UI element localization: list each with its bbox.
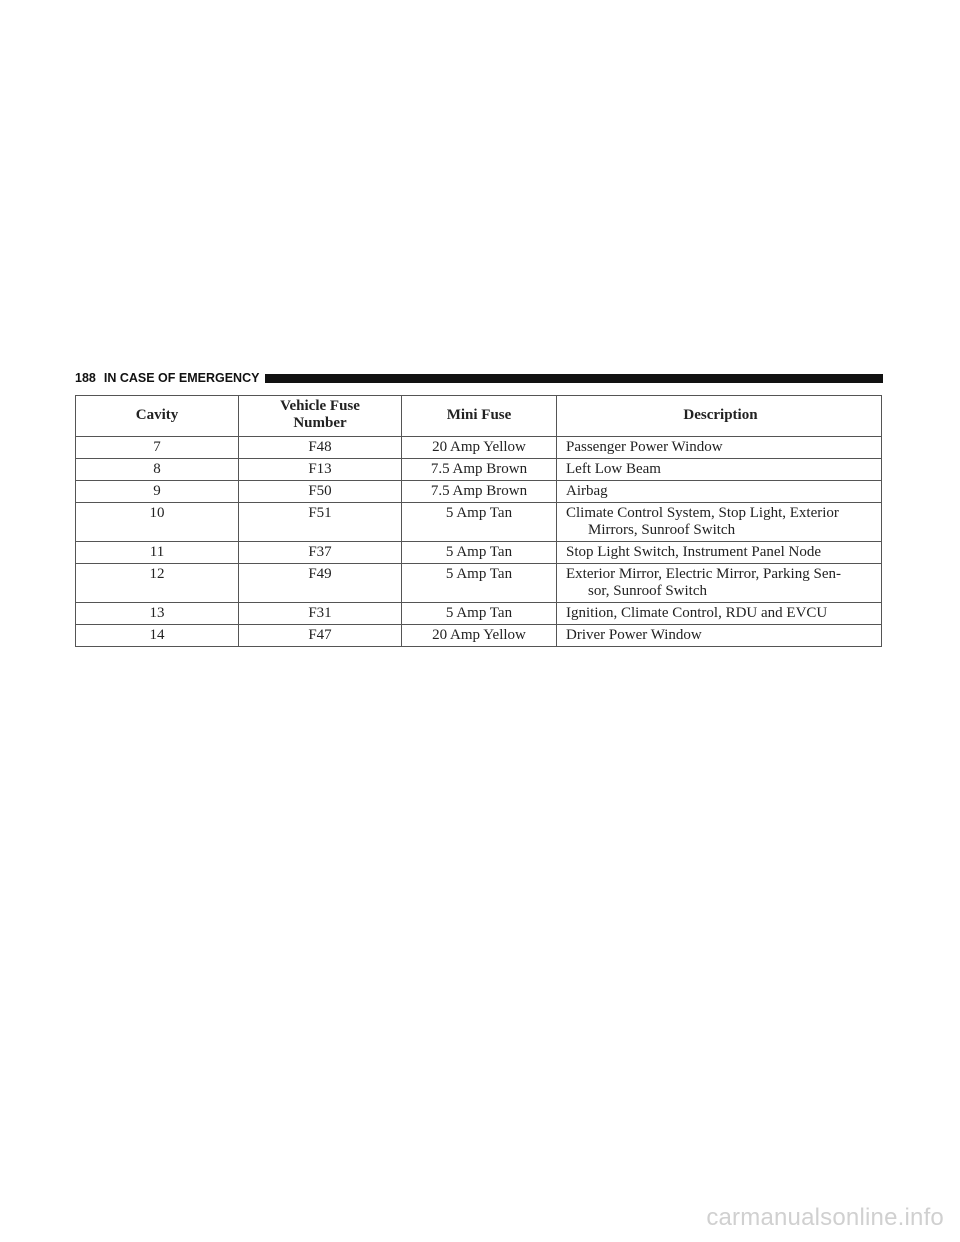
section-title: IN CASE OF EMERGENCY (103, 371, 260, 385)
fuse-table (75, 395, 882, 647)
cell-vehicle-fuse: F37 (239, 542, 402, 564)
table-row (76, 481, 882, 503)
description-continuation: Mirrors, Sunroof Switch (588, 522, 736, 538)
description-line: Stop Light Switch, Instrument Panel Node (566, 544, 821, 560)
table-row (76, 564, 882, 603)
cell-cavity: 8 (76, 459, 239, 481)
cell-description (557, 503, 882, 542)
cell-mini-fuse: 20 Amp Yellow (402, 625, 557, 647)
cell-vehicle-fuse: F49 (239, 564, 402, 603)
table-row (76, 437, 882, 459)
cell-mini-fuse: 5 Amp Tan (402, 603, 557, 625)
column-header-mini-fuse: Mini Fuse (402, 396, 557, 437)
cell-vehicle-fuse: F31 (239, 603, 402, 625)
cell-mini-fuse: 5 Amp Tan (402, 564, 557, 603)
cell-mini-fuse: 7.5 Amp Brown (402, 481, 557, 503)
description-line: Exterior Mirror, Electric Mirror, Parking Sen- (566, 566, 841, 582)
cell-description (557, 481, 882, 503)
cell-vehicle-fuse: F47 (239, 625, 402, 647)
table-row (76, 503, 882, 542)
table-row (76, 625, 882, 647)
column-header-vehicle-fuse-line2: Number (293, 415, 347, 431)
header-rule (265, 374, 883, 383)
page-number: 188 (75, 371, 96, 385)
cell-cavity: 10 (76, 503, 239, 542)
cell-mini-fuse: 7.5 Amp Brown (402, 459, 557, 481)
cell-mini-fuse: 5 Amp Tan (402, 503, 557, 542)
cell-description (557, 542, 882, 564)
table-header-row (76, 396, 882, 437)
description-line: Airbag (566, 483, 608, 499)
cell-mini-fuse: 5 Amp Tan (402, 542, 557, 564)
column-header-description: Description (557, 396, 882, 437)
cell-mini-fuse: 20 Amp Yellow (402, 437, 557, 459)
description-line: Ignition, Climate Control, RDU and EVCU (566, 605, 828, 621)
cell-cavity: 12 (76, 564, 239, 603)
cell-vehicle-fuse: F48 (239, 437, 402, 459)
cell-vehicle-fuse: F13 (239, 459, 402, 481)
cell-cavity: 7 (76, 437, 239, 459)
cell-cavity: 14 (76, 625, 239, 647)
cell-cavity: 9 (76, 481, 239, 503)
column-header-vehicle-fuse-number (239, 396, 402, 437)
table-row (76, 459, 882, 481)
cell-description (557, 437, 882, 459)
description-line: Driver Power Window (566, 627, 702, 643)
description-line: Passenger Power Window (566, 439, 723, 455)
cell-description (557, 564, 882, 603)
cell-cavity: 13 (76, 603, 239, 625)
column-header-cavity: Cavity (76, 396, 239, 437)
cell-description (557, 625, 882, 647)
cell-cavity: 11 (76, 542, 239, 564)
table-row (76, 603, 882, 625)
cell-vehicle-fuse: F50 (239, 481, 402, 503)
watermark: carmanualsonline.info (706, 1204, 944, 1231)
description-line: Climate Control System, Stop Light, Exterior (566, 505, 839, 521)
cell-description (557, 459, 882, 481)
cell-description (557, 603, 882, 625)
table-row (76, 542, 882, 564)
page-header (75, 370, 883, 386)
column-header-vehicle-fuse-line1: Vehicle Fuse (280, 398, 360, 414)
description-line: Left Low Beam (566, 461, 661, 477)
description-continuation: sor, Sunroof Switch (588, 583, 707, 599)
cell-vehicle-fuse: F51 (239, 503, 402, 542)
